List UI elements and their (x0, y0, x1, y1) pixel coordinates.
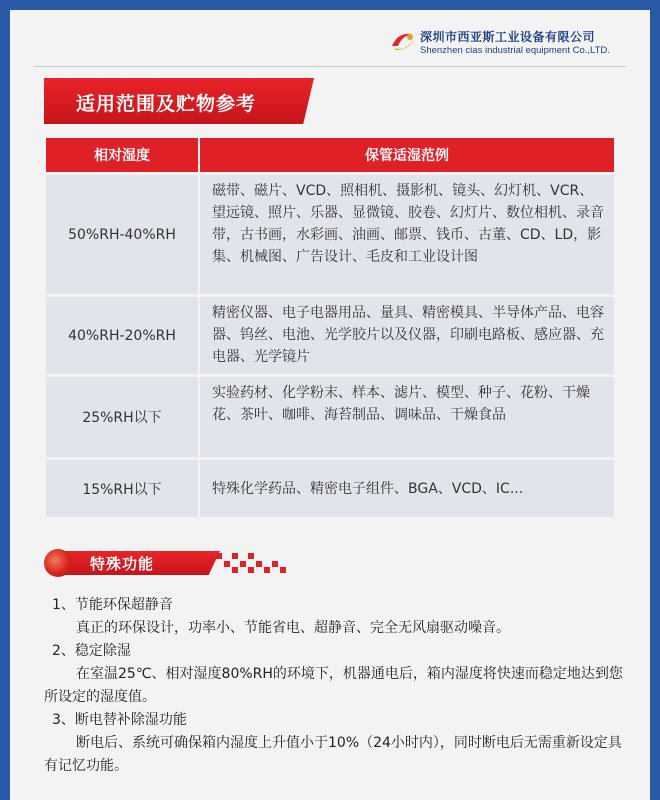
table-row (46, 175, 614, 294)
section-title-features: 特殊功能 (90, 555, 155, 573)
company-header (388, 24, 628, 64)
humidity-cell: 15%RH以下 (46, 460, 200, 517)
header-examples: 保管适湿范例 (365, 148, 449, 164)
feature-desc: 断电后、系统可确保箱内湿度上升值小于10%（24小时内），同时断电后无需重新设定具有记忆功能。 (44, 735, 622, 774)
feature-title: 1、节能环保超静音 (52, 597, 173, 613)
feature-title: 2、稳定除湿 (52, 643, 131, 659)
company-name-cn: 深圳市西亚斯工业设备有限公司 (420, 30, 596, 44)
feature-desc: 在室温25℃、相对湿度80%RH的环境下，机器通电后，箱内湿度将快速而稳定地达到您所设定的湿度值。 (44, 666, 623, 705)
humidity-cell: 50%RH-40%RH (46, 175, 200, 294)
feature-title: 3、断电替补除湿功能 (52, 712, 187, 728)
table-row (46, 297, 614, 374)
examples-cell: 磁带、磁片、VCD、照相机、摄影机、镜头、幻灯机、VCR、望远镜、照片、乐器、显微镜、胶卷、幻灯片、数位相机、录音带，古书画，水彩画、油画、邮票、钱币、古董、CD、LD，影集、机械图、广告设计、毛皮和工业设计图 (212, 183, 604, 265)
examples-cell: 特殊化学药品、精密电子组件、BGA、VCD、IC... (212, 480, 524, 497)
humidity-cell: 40%RH-20%RH (46, 297, 200, 374)
checker-decoration-icon (216, 551, 288, 575)
humidity-cell: 25%RH以下 (46, 377, 200, 457)
table-row (46, 377, 614, 457)
header-divider (34, 66, 626, 67)
page (10, 10, 650, 800)
examples-cell: 实验药材、化学粉末、样本、滤片、模型、种子、花粉、干燥花、茶叶、咖啡、海苔制品、调味品、干燥食品 (212, 385, 590, 423)
feature-desc: 真正的环保设计，功率小、节能省电、超静音、完全无风扇驱动噪音。 (76, 620, 510, 636)
examples-cell: 精密仪器、电子电器用品、量具、精密模具、半导体产品、电容器、钨丝、电池、光学胶片以及仪器，印刷电路板、感应器、充电器、光学镜片 (212, 305, 604, 365)
header-humidity: 相对湿度 (46, 138, 200, 172)
table-header (46, 138, 614, 172)
section-banner-scope (44, 78, 314, 124)
storage-table (46, 138, 614, 517)
company-logo-icon (388, 26, 418, 56)
banner-circle-icon (44, 549, 72, 577)
features-list (44, 594, 624, 778)
section-title-scope: 适用范围及贮物参考 (76, 93, 257, 115)
section-banner-features (44, 548, 284, 578)
table-row (46, 460, 614, 517)
company-name-en: Shenzhen cias industrial equipment Co.,LTD. (420, 45, 610, 56)
